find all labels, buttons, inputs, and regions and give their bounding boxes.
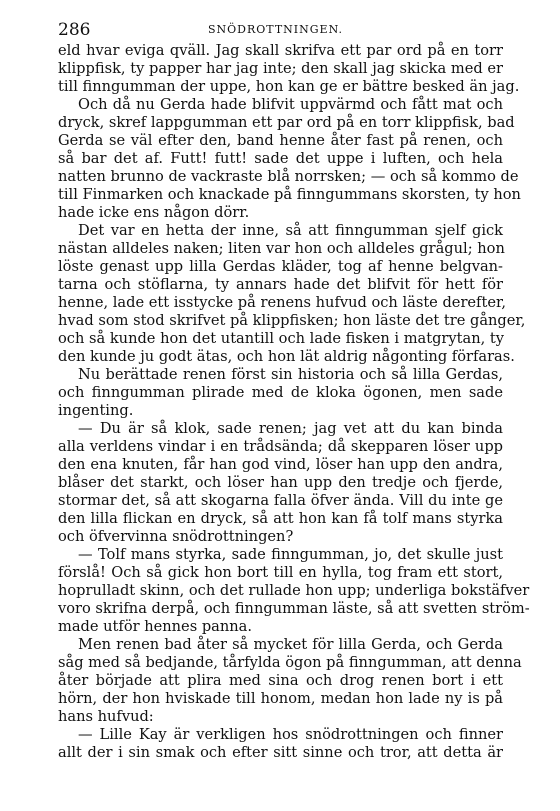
text-line: natten brunno de vackraste blå norrsken; — och så kommo de bbox=[58, 168, 519, 185]
text-line: — Tolf mans styrka, sade finngumman, jo, det skulle just bbox=[78, 546, 503, 563]
text-line: hvad som stod skrifvet på klippfisken; hon läste det tre gånger, bbox=[58, 312, 526, 329]
text-line: Men renen bad åter så mycket för lilla Gerda, och Gerda bbox=[78, 636, 503, 653]
text-line: till finngumman der uppe, hon kan ge er bättre besked än jag. bbox=[58, 78, 520, 95]
text-line: och finngumman plirade med de kloka ögonen, men sade bbox=[58, 384, 503, 401]
text-line: ingenting. bbox=[58, 402, 134, 419]
text-line: blåser det starkt, och löser han upp den tredje och fjerde, bbox=[58, 474, 503, 491]
text-line: nästan alldeles naken; liten var hon och alldeles grågul; hon bbox=[58, 240, 505, 257]
text-line: — Du är så klok, sade renen; jag vet att du kan binda bbox=[78, 420, 503, 437]
text-line: dryck, skref lappgumman ett par ord på en torr klippfisk, bad bbox=[58, 114, 515, 131]
body-text bbox=[58, 42, 530, 762]
text-line: så bar det af. Futt! futt! sade det uppe i luften, och hela bbox=[58, 150, 503, 167]
text-line: Och då nu Gerda hade blifvit uppvärmd och fått mat och bbox=[78, 96, 503, 113]
text-line: den ena knuten, får han god vind, löser han upp den andra, bbox=[58, 456, 503, 473]
page-header bbox=[58, 20, 503, 40]
text-line: henne, lade ett isstycke på renens hufvud och läste derefter, bbox=[58, 294, 506, 311]
text-line: Det var en hetta der inne, så att finngumman sjelf gick bbox=[78, 222, 503, 239]
running-head: SNÖDROTTNINGEN. bbox=[208, 23, 344, 36]
text-line: — Lille Kay är verkligen hos snödrottningen och finner bbox=[78, 726, 503, 743]
text-line: såg med så bedjande, tårfylda ögon på finngumman, att denna bbox=[58, 654, 522, 671]
text-line: hoprulladt skinn, och det rullade hon upp; underliga bokstäfver bbox=[58, 582, 530, 599]
text-line: hörn, der hon hviskade till honom, medan hon lade ny is på bbox=[58, 690, 503, 707]
text-line: Gerda se väl efter den, band henne åter fast på renen, och bbox=[58, 132, 503, 149]
text-line: till Finmarken och knackade på finngummans skorsten, ty hon bbox=[58, 186, 521, 203]
text-line: eld hvar eviga qväll. Jag skall skrifva ett par ord på en torr bbox=[58, 42, 503, 59]
text-line: alla verldens vindar i en trådsända; då skepparen löser upp bbox=[58, 438, 503, 455]
text-line: åter började att plira med sina och drog renen bort i ett bbox=[58, 672, 503, 689]
text-line: voro skrifna derpå, och finngumman läste, så att svetten ström- bbox=[58, 600, 530, 617]
text-line: stormar det, så att skogarna falla öfver ända. Vill du inte ge bbox=[58, 492, 503, 509]
page-number: 286 bbox=[58, 20, 91, 40]
text-line: och öfvervinna snödrottningen? bbox=[58, 528, 294, 545]
text-line: hade icke ens någon dörr. bbox=[58, 204, 250, 221]
text-line: hans hufvud: bbox=[58, 708, 154, 725]
text-line: allt der i sin smak och efter sitt sinne och tror, att detta är bbox=[58, 744, 503, 761]
text-line: löste genast upp lilla Gerdas kläder, tog af henne belgvan- bbox=[58, 258, 503, 275]
text-line: klippfisk, ty papper har jag inte; den skall jag skicka med er bbox=[58, 60, 503, 77]
text-line: made utför hennes panna. bbox=[58, 618, 253, 635]
text-line: Nu berättade renen först sin historia och så lilla Gerdas, bbox=[78, 366, 503, 383]
text-line: den lilla flickan en dryck, så att hon kan få tolf mans styrka bbox=[58, 510, 503, 527]
text-line: den kunde ju godt ätas, och hon lät aldrig någonting förfaras. bbox=[58, 348, 515, 365]
text-line: tarna och stöflarna, ty annars hade det blifvit för hett för bbox=[58, 276, 503, 293]
text-line: och så kunde hon det utantill och lade fisken i matgrytan, ty bbox=[58, 330, 505, 347]
text-line: förslå! Och så gick hon bort till en hylla, tog fram ett stort, bbox=[58, 564, 503, 581]
